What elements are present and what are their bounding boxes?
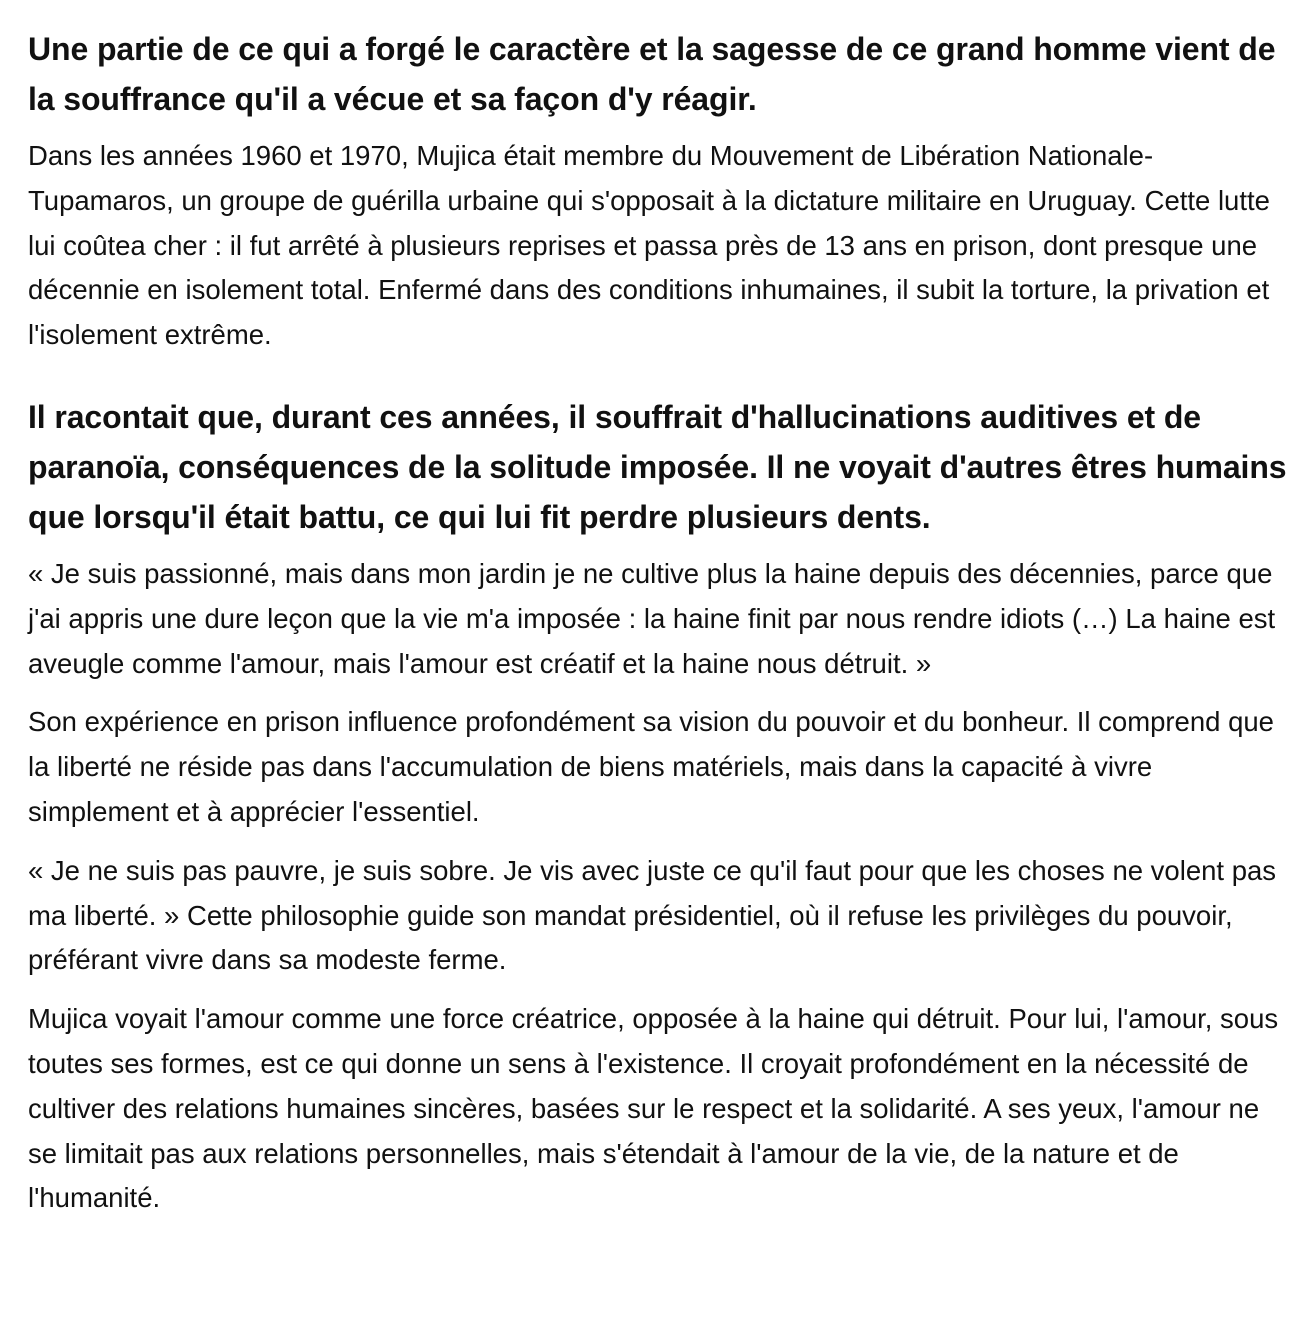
paragraph-love: Mujica voyait l'amour comme une force créatrice, opposée à la haine qui détruit. Pour lui, l'amour, sous toutes ses formes, est ce qui donne un sens à l'existence. Il croyait profondément en la nécessité de cultiver des relations humaines sincères, basées sur le respect et la solidarité. A ses yeux, l'amour ne se limitait pas aux relations personnelles, mais s'étendait à l'amour de la vie, de la nature et de l'humanité. bbox=[28, 1003, 1279, 1214]
paragraph-tupamaros: Dans les années 1960 et 1970, Mujica était membre du Mouvement de Libération Nationale-Tupamaros, un groupe de guérilla urbaine qui s'opposait à la dictature militaire en Uruguay. Cette lutte lui coûtea cher : il fut arrêté à plusieurs reprises et passa près de 13 ans en prison, dont presque une décennie en isolement total. Enfermé dans des conditions inhumaines, il subit la torture, la privation et l'isolement extrême. bbox=[28, 140, 1270, 351]
paragraph-sobriety: « Je ne suis pas pauvre, je suis sobre. Je vis avec juste ce qu'il faut pour que les choses ne volent pas ma liberté. » Cette philosophie guide son mandat présidentiel, où il refuse les privilèges du pouvoir, préférant vivre dans sa modeste ferme. bbox=[28, 854, 1277, 976]
section-heading-suffering: Une partie de ce qui a forgé le caractère et la sagesse de ce grand homme vient de la souffrance qu'il a vécue et sa façon d'y réagir. bbox=[28, 31, 1276, 117]
article-body bbox=[28, 24, 1290, 1235]
section-heading-isolation: Il racontait que, durant ces années, il souffrait d'hallucinations auditives et de paranoïa, conséquences de la solitude imposée. Il ne voyait d'autres êtres humains que lorsqu'il était battu, ce qui lui fit perdre plusieurs dents. bbox=[28, 398, 1287, 535]
quote-hatred: « Je suis passionné, mais dans mon jardin je ne cultive plus la haine depuis des décennies, parce que j'ai appris une dure leçon que la vie m'a imposée : la haine finit par nous rendre idiots (…) La haine est aveugle comme l'amour, mais l'amour est créatif et la haine nous détruit. » bbox=[28, 557, 1276, 679]
paragraph-prison-experience: Son expérience en prison influence profondément sa vision du pouvoir et du bonheur. Il comprend que la liberté ne réside pas dans l'accumulation de biens matériels, mais dans la capacité à vivre simplement et à apprécier l'essentiel. bbox=[28, 706, 1274, 827]
